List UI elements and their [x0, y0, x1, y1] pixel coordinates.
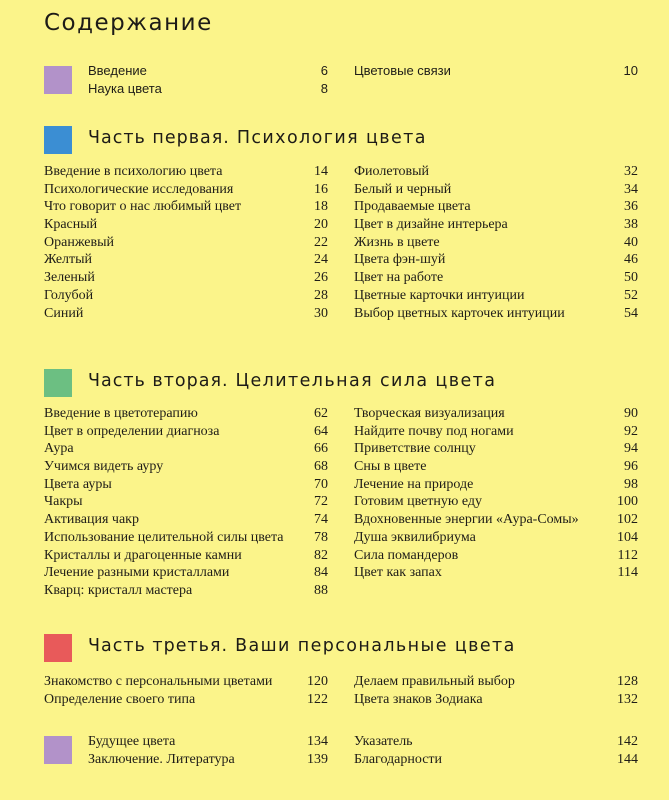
- toc-entry-title: Готовим цветную еду: [354, 494, 483, 510]
- toc-entry: [44, 163, 328, 181]
- toc-entry-page: 32: [624, 164, 638, 179]
- toc-entry-title: Желтый: [44, 252, 93, 268]
- toc-entry: [354, 440, 638, 458]
- toc-entry-title: Оранжевый: [44, 234, 115, 250]
- toc-entry-page: 26: [314, 270, 328, 286]
- part2-left-list: [44, 405, 328, 600]
- toc-entry: [354, 305, 638, 323]
- toc-entry: [354, 405, 638, 423]
- toc-entry: [44, 181, 328, 199]
- toc-entry: [44, 405, 328, 423]
- toc-entry-title: Фиолетовый: [354, 164, 430, 179]
- toc-entry-title: Цвет на работе: [354, 270, 444, 286]
- part2-right-list: [354, 405, 638, 582]
- toc-entry-title: Приветствие солнцу: [354, 441, 476, 457]
- toc-entry-page: 100: [617, 494, 638, 510]
- toc-entry-title: Цвета ауры: [44, 476, 112, 492]
- toc-entry-page: 64: [314, 423, 328, 439]
- toc-entry: [354, 733, 638, 751]
- toc-entry-title: Цвета знаков Зодиака: [354, 691, 483, 707]
- toc-entry: [88, 80, 328, 98]
- toc-entry-title: Психологические исследования: [44, 181, 234, 197]
- toc-entry-page: 102: [617, 512, 638, 528]
- toc-entry-page: 128: [617, 674, 638, 689]
- part1-color-square: [44, 126, 72, 154]
- toc-entry-title: Цвет как запах: [354, 565, 442, 581]
- toc-entry-page: 92: [624, 423, 638, 439]
- toc-entry: [44, 511, 328, 529]
- toc-entry-title: Благодарности: [354, 751, 443, 767]
- toc-entry: [44, 564, 328, 582]
- part2-heading-title: Целительная сила цвета: [235, 371, 497, 391]
- part3-color-square: [44, 634, 72, 662]
- toc-entry-title: Указатель: [354, 734, 413, 749]
- toc-entry-page: 24: [314, 252, 328, 268]
- toc-entry: [44, 216, 328, 234]
- toc-entry: [88, 733, 328, 751]
- toc-entry: [354, 511, 638, 529]
- toc-entry: [354, 476, 638, 494]
- toc-entry-page: 36: [624, 199, 638, 215]
- toc-entry-title: Сила помандеров: [354, 547, 459, 563]
- toc-entry: [354, 234, 638, 252]
- part3-heading-lead: Часть третья.: [88, 636, 229, 656]
- toc-entry-page: 114: [617, 565, 638, 581]
- toc-entry: [44, 305, 328, 323]
- toc-entry: [44, 234, 328, 252]
- toc-entry: [354, 269, 638, 287]
- toc-entry-title: Делаем правильный выбор: [354, 674, 515, 689]
- toc-entry-page: 20: [314, 217, 328, 233]
- toc-entry-title: Вдохновенные энергии «Аура-Сомы»: [354, 512, 579, 528]
- toc-entry: [44, 423, 328, 441]
- toc-entry: [354, 673, 638, 691]
- part2-heading: [88, 371, 496, 391]
- toc-entry-title: Цвета фэн-шуй: [354, 252, 446, 268]
- toc-entry-page: 84: [314, 565, 328, 581]
- toc-entry-page: 40: [624, 234, 638, 250]
- toc-entry-title: Кристаллы и драгоценные камни: [44, 547, 242, 563]
- toc-entry-title: Творческая визуализация: [354, 406, 505, 421]
- toc-entry-title: Цветовые связи: [354, 63, 451, 78]
- toc-entry-title: Цвет в определении диагноза: [44, 423, 220, 439]
- toc-entry-page: 22: [314, 234, 328, 250]
- toc-entry-page: 72: [314, 494, 328, 510]
- toc-entry: [354, 423, 638, 441]
- toc-entry-title: Выбор цветных карточек интуиции: [354, 305, 565, 321]
- toc-entry-page: 66: [314, 441, 328, 457]
- toc-entry-title: Цвет в дизайне интерьера: [354, 217, 508, 233]
- toc-entry: [44, 440, 328, 458]
- toc-entry: [354, 691, 638, 709]
- toc-entry: [44, 673, 328, 691]
- toc-entry: [354, 547, 638, 565]
- toc-entry-page: 144: [617, 751, 638, 767]
- toc-entry-title: Душа эквилибриума: [354, 529, 476, 545]
- toc-entry: [44, 287, 328, 305]
- intro-right-list: [354, 62, 638, 80]
- toc-entry-page: 54: [624, 305, 638, 321]
- toc-entry: [44, 582, 328, 600]
- toc-entry-page: 82: [314, 547, 328, 563]
- toc-entry: [44, 529, 328, 547]
- toc-entry: [354, 216, 638, 234]
- toc-entry-title: Белый и черный: [354, 181, 452, 197]
- toc-entry: [88, 751, 328, 769]
- toc-entry: [44, 458, 328, 476]
- toc-entry-page: 10: [623, 63, 638, 78]
- toc-entry-page: 74: [314, 512, 328, 528]
- part1-right-list: [354, 163, 638, 322]
- toc-entry: [354, 287, 638, 305]
- toc-entry-page: 132: [617, 691, 638, 707]
- toc-entry-title: Определение своего типа: [44, 691, 196, 707]
- toc-entry-page: 30: [314, 305, 328, 321]
- toc-entry: [88, 62, 328, 80]
- toc-entry: [44, 691, 328, 709]
- toc-entry: [354, 251, 638, 269]
- toc-entry-title: Наука цвета: [88, 80, 162, 96]
- part1-heading: [88, 128, 427, 148]
- part3-heading-title: Ваши персональные цвета: [235, 636, 516, 656]
- toc-entry-page: 16: [314, 181, 328, 197]
- toc-entry-title: Знакомство с персональными цветами: [44, 674, 273, 689]
- toc-entry-page: 6: [320, 63, 328, 78]
- toc-entry-page: 50: [624, 270, 638, 286]
- toc-entry-title: Жизнь в цвете: [354, 234, 440, 250]
- toc-entry-title: Синий: [44, 305, 84, 321]
- toc-entry-page: 68: [314, 459, 328, 475]
- toc-entry-page: 62: [314, 406, 328, 421]
- toc-entry-page: 88: [314, 582, 328, 598]
- toc-entry-page: 70: [314, 476, 328, 492]
- toc-entry: [354, 198, 638, 216]
- toc-entry: [44, 493, 328, 511]
- toc-entry-title: Использование целительной силы цвета: [44, 529, 284, 545]
- toc-entry-page: 104: [617, 529, 638, 545]
- outro-color-square: [44, 736, 72, 764]
- intro-color-square: [44, 66, 72, 94]
- toc-entry-title: Чакры: [44, 494, 83, 510]
- toc-entry-page: 52: [624, 287, 638, 303]
- part1-heading-title: Психология цвета: [236, 128, 427, 148]
- toc-entry-title: Учимся видеть ауру: [44, 459, 164, 475]
- toc-entry: [354, 62, 638, 80]
- part3-right-list: [354, 673, 638, 708]
- toc-entry-title: Сны в цвете: [354, 459, 427, 475]
- part3-left-list: [44, 673, 328, 708]
- part1-heading-lead: Часть первая.: [88, 128, 230, 148]
- toc-entry: [354, 751, 638, 769]
- toc-entry-page: 78: [314, 529, 328, 545]
- toc-entry-page: 94: [624, 441, 638, 457]
- page-title: Содержание: [44, 10, 213, 36]
- toc-entry: [44, 476, 328, 494]
- outro-right-list: [354, 733, 638, 768]
- toc-entry: [354, 493, 638, 511]
- part3-heading: [88, 636, 516, 656]
- toc-entry-page: 38: [624, 217, 638, 233]
- toc-entry-page: 8: [320, 80, 328, 96]
- toc-entry-title: Красный: [44, 217, 98, 233]
- part2-heading-lead: Часть вторая.: [88, 371, 229, 391]
- toc-entry-title: Найдите почву под ногами: [354, 423, 514, 439]
- toc-entry-title: Лечение разными кристаллами: [44, 565, 230, 581]
- toc-entry-page: 134: [307, 734, 328, 749]
- toc-entry: [44, 198, 328, 216]
- toc-entry-title: Введение в цветотерапию: [44, 406, 198, 421]
- toc-entry-page: 112: [617, 547, 638, 563]
- toc-entry-title: Зеленый: [44, 270, 95, 286]
- toc-entry-page: 142: [617, 734, 638, 749]
- toc-entry-page: 46: [624, 252, 638, 268]
- toc-entry: [44, 251, 328, 269]
- toc-entry-page: 18: [314, 199, 328, 215]
- toc-entry-page: 28: [314, 287, 328, 303]
- toc-entry: [354, 529, 638, 547]
- toc-entry-page: 14: [314, 164, 328, 179]
- toc-entry-title: Что говорит о нас любимый цвет: [44, 199, 242, 215]
- toc-entry-page: 90: [624, 406, 638, 421]
- part2-color-square: [44, 369, 72, 397]
- toc-entry-title: Активация чакр: [44, 512, 139, 528]
- toc-entry-title: Лечение на природе: [354, 476, 474, 492]
- toc-entry: [354, 564, 638, 582]
- toc-entry-title: Заключение. Литература: [88, 751, 235, 767]
- outro-left-list: [88, 733, 328, 768]
- toc-entry-title: Голубой: [44, 287, 94, 303]
- toc-entry-page: 139: [307, 751, 328, 767]
- toc-entry: [354, 181, 638, 199]
- toc-entry-title: Продаваемые цвета: [354, 199, 471, 215]
- toc-entry-title: Будущее цвета: [88, 734, 176, 749]
- toc-entry: [44, 547, 328, 565]
- toc-entry-page: 34: [624, 181, 638, 197]
- toc-entry-page: 96: [624, 459, 638, 475]
- toc-entry: [354, 163, 638, 181]
- toc-entry-title: Аура: [44, 441, 74, 457]
- toc-entry-title: Кварц: кристалл мастера: [44, 582, 193, 598]
- toc-entry-page: 120: [307, 674, 328, 689]
- part1-left-list: [44, 163, 328, 322]
- toc-entry-page: 122: [307, 691, 328, 707]
- toc-entry: [354, 458, 638, 476]
- toc-entry-title: Цветные карточки интуиции: [354, 287, 525, 303]
- toc-entry-title: Введение: [88, 63, 147, 78]
- toc-entry-title: Введение в психологию цвета: [44, 164, 223, 179]
- toc-entry: [44, 269, 328, 287]
- toc-entry-page: 98: [624, 476, 638, 492]
- intro-left-list: [88, 62, 328, 97]
